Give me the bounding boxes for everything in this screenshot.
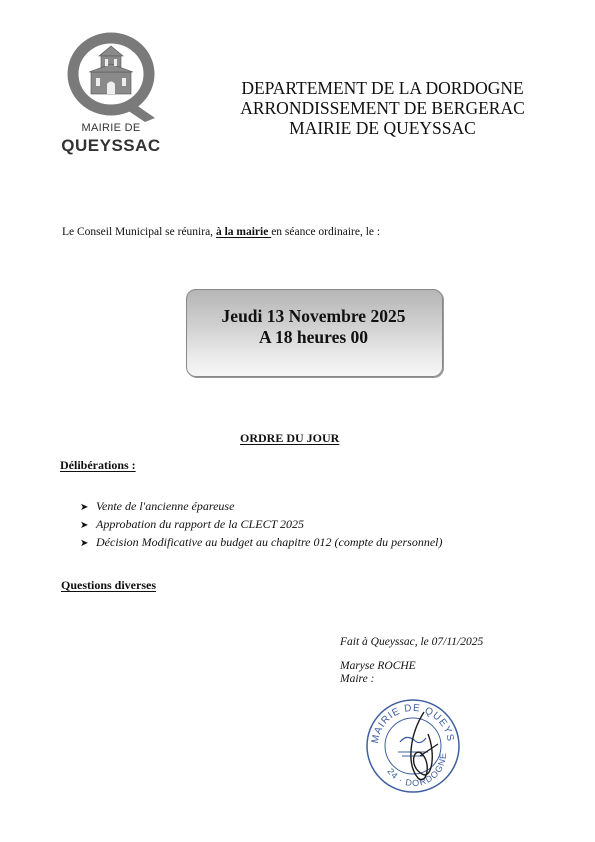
- stamp-text-bottom: 24 · DORDOGNE: [385, 751, 449, 789]
- logo-text-queyssac: QUEYSSAC: [61, 136, 161, 155]
- arrow-bullet-icon: ➤: [80, 502, 89, 513]
- official-stamp-icon: [362, 694, 464, 794]
- intro-after: en séance ordinaire, le :: [271, 226, 381, 238]
- meeting-time: A 18 heures 00: [258, 327, 369, 347]
- intro-sentence: [62, 226, 380, 238]
- agenda-item-text: Décision Modificative au budget au chapitre 012 (compte du personnel): [96, 535, 443, 549]
- logo-text-mairie-de: MAIRIE DE: [81, 122, 141, 134]
- agenda-title: ORDRE DU JOUR: [240, 431, 340, 445]
- arrow-bullet-icon: ➤: [80, 538, 89, 549]
- intro-before: Le Conseil Municipal se réunira,: [62, 226, 216, 238]
- header-mairie: MAIRIE DE QUEYSSAC: [289, 118, 476, 138]
- stamp-text-top: MAIRIE DE QUEYS: [369, 702, 456, 745]
- document-header: [200, 78, 565, 138]
- list-item: [80, 517, 442, 535]
- header-department: DEPARTEMENT DE LA DORDOGNE: [241, 78, 524, 98]
- agenda-list: [80, 499, 442, 553]
- deliberations-label: Délibérations :: [60, 458, 136, 472]
- arrow-bullet-icon: ➤: [80, 520, 89, 531]
- mairie-stamp: [362, 694, 464, 794]
- place-and-date: Fait à Queyssac, le 07/11/2025: [340, 636, 484, 648]
- header-arrondissement: ARRONDISSEMENT DE BERGERAC: [240, 98, 525, 118]
- agenda-item-text: Vente de l'ancienne épareuse: [96, 499, 235, 513]
- mairie-logo: [55, 30, 167, 166]
- list-item: [80, 499, 442, 517]
- signatory-name: Maryse ROCHE: [340, 660, 416, 672]
- questions-diverses-label: Questions diverses: [61, 578, 157, 592]
- logo-q-church-icon: [55, 30, 167, 126]
- signatory-role: Maire :: [340, 673, 375, 685]
- intro-place: à la mairie: [215, 226, 272, 238]
- agenda-item-text: Approbation du rapport de la CLECT 2025: [96, 517, 305, 531]
- list-item: [80, 535, 442, 553]
- meeting-date: Jeudi 13 Novembre 2025: [221, 306, 406, 326]
